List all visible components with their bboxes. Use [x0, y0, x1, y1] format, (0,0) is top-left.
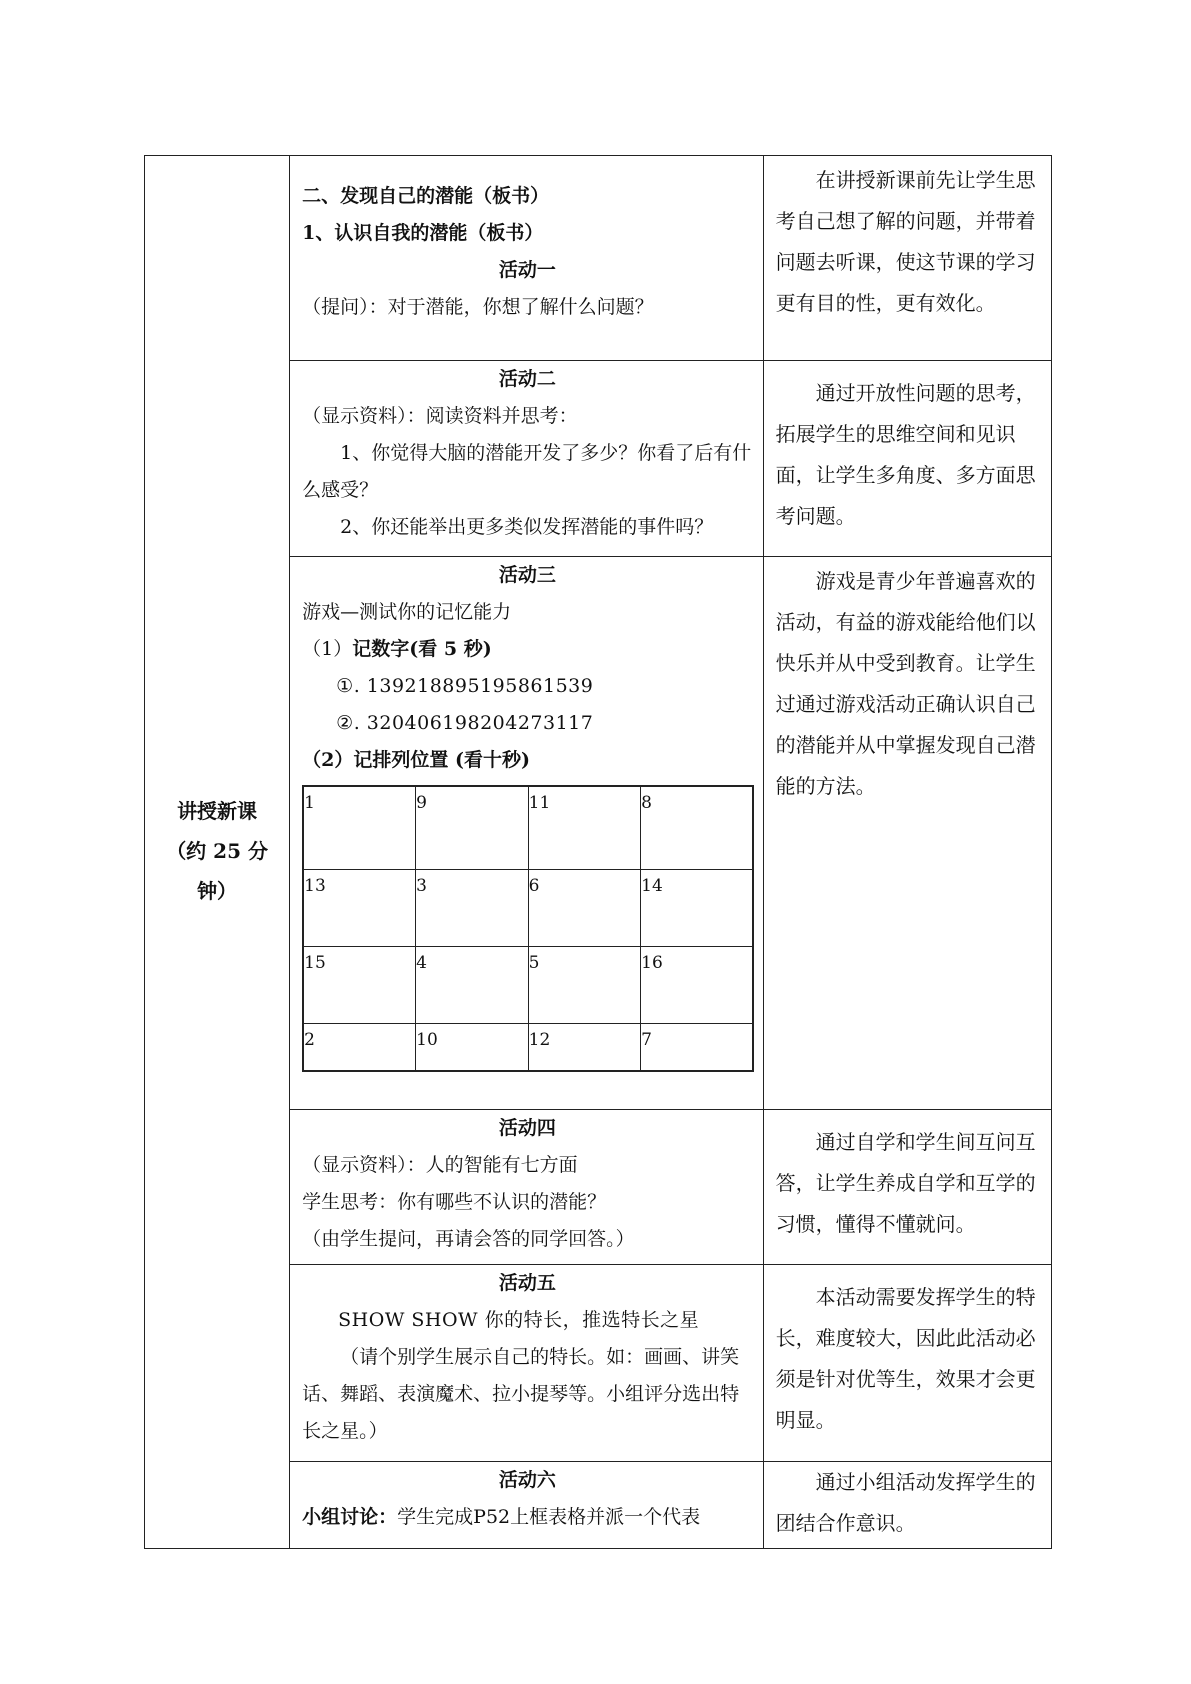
note-cell — [763, 1462, 1051, 1549]
text-line: （请个别学生展示自己的特长。如：画画、讲笑话、舞蹈、表演魔术、拉小提琴等。小组评分选出特长之星。） — [302, 1346, 740, 1442]
text-line: SHOW SHOW 你的特长，推选特长之星 — [338, 1309, 700, 1331]
grid-row — [303, 946, 753, 1023]
text-line: （提问）：对于潜能，你想了解什么问题？ — [302, 296, 654, 318]
section-duration-end: 钟） — [197, 879, 238, 903]
section-label — [166, 791, 268, 911]
part1-title: 记数字(看 5 秒) — [352, 638, 492, 660]
grid-cell: 13 — [303, 869, 416, 946]
grid-cell: 7 — [641, 1023, 754, 1071]
text-line: 学生思考：你有哪些不认识的潜能？ — [302, 1191, 607, 1213]
grid-cell: 4 — [416, 946, 529, 1023]
grid-cell: 3 — [416, 869, 529, 946]
content-cell — [290, 1462, 764, 1549]
grid-cell: 10 — [416, 1023, 529, 1071]
section-label-cell — [145, 156, 290, 1549]
grid-cell: 1 — [303, 786, 416, 869]
table-row — [145, 156, 1052, 361]
number-line-2: ②. 320406198204273117 — [336, 712, 594, 734]
content-cell — [290, 557, 764, 1110]
activity-title: 活动五 — [498, 1272, 556, 1294]
section-duration: （约 25 分 — [166, 839, 268, 863]
teaching-note: 通过小组活动发挥学生的团结合作意识。 — [775, 1470, 1036, 1535]
teaching-note: 通过开放性问题的思考，拓展学生的思维空间和见识面，让学生多角度、多方面思考问题。 — [775, 381, 1036, 528]
part1-label: （1） — [302, 638, 353, 660]
grid-cell: 8 — [641, 786, 754, 869]
content-cell — [290, 156, 764, 361]
memory-grid — [302, 785, 754, 1072]
text-line: （显示资料）：阅读资料并思考： — [302, 405, 578, 427]
section-heading: 二、发现自己的潜能（板书） — [302, 185, 550, 207]
grid-cell: 12 — [528, 1023, 641, 1071]
grid-cell: 14 — [641, 869, 754, 946]
text-line — [302, 1499, 753, 1536]
content-cell — [290, 1265, 764, 1462]
activity-title: 活动一 — [498, 259, 556, 281]
discussion-label: 小组讨论： — [302, 1506, 398, 1528]
number-line-1: ①. 139218895195861539 — [336, 675, 594, 697]
text-line: （显示资料）：人的智能有七方面 — [302, 1154, 578, 1176]
grid-cell: 11 — [528, 786, 641, 869]
text-line: 1、你觉得大脑的潜能开发了多少？你看了后有什么感受？ — [302, 442, 752, 501]
teaching-note: 通过自学和学生间互问互答，让学生养成自学和互学的习惯，懂得不懂就问。 — [775, 1130, 1036, 1236]
grid-row — [303, 869, 753, 946]
grid-cell: 9 — [416, 786, 529, 869]
grid-cell: 5 — [528, 946, 641, 1023]
grid-cell: 15 — [303, 946, 416, 1023]
grid-cell: 2 — [303, 1023, 416, 1071]
content-cell — [290, 361, 764, 557]
grid-row — [303, 1023, 753, 1071]
grid-row — [303, 786, 753, 869]
note-cell — [763, 1110, 1051, 1265]
note-cell — [763, 557, 1051, 1110]
text-line: （由学生提问，再请会答的同学回答。） — [302, 1228, 635, 1250]
content-cell — [290, 1110, 764, 1265]
discussion-text: 学生完成P52上框表格并派一个代表 — [397, 1506, 701, 1528]
activity-title: 活动三 — [498, 564, 556, 586]
part1-line — [302, 631, 753, 668]
activity-title: 活动六 — [498, 1469, 556, 1491]
teaching-note: 游戏是青少年普遍喜欢的活动，有益的游戏能给他们以快乐并从中受到教育。让学生过通过游戏活动正确认识自己的潜能并从中掌握发现自己潜能的方法。 — [775, 569, 1036, 798]
note-cell — [763, 361, 1051, 557]
game-intro: 游戏—测试你的记忆能力 — [302, 601, 512, 623]
grid-cell: 16 — [641, 946, 754, 1023]
section-subheading: 1、认识自我的潜能（板书） — [302, 222, 544, 244]
lesson-plan-table — [144, 155, 1052, 1549]
note-cell — [763, 156, 1051, 361]
section-title: 讲授新课 — [177, 799, 258, 823]
grid-cell: 6 — [528, 869, 641, 946]
activity-title: 活动四 — [498, 1117, 556, 1139]
text-line: 2、你还能举出更多类似发挥潜能的事件吗？ — [340, 516, 714, 538]
teaching-note: 本活动需要发挥学生的特长，难度较大，因此此活动必须是针对优等生，效果才会更明显。 — [775, 1285, 1036, 1432]
activity-title: 活动二 — [498, 368, 556, 390]
part2-title: （2）记排列位置 (看十秒) — [302, 749, 530, 771]
note-cell — [763, 1265, 1051, 1462]
teaching-note: 在讲授新课前先让学生思考自己想了解的问题，并带着问题去听课，使这节课的学习更有目的性，更有效化。 — [775, 168, 1036, 315]
